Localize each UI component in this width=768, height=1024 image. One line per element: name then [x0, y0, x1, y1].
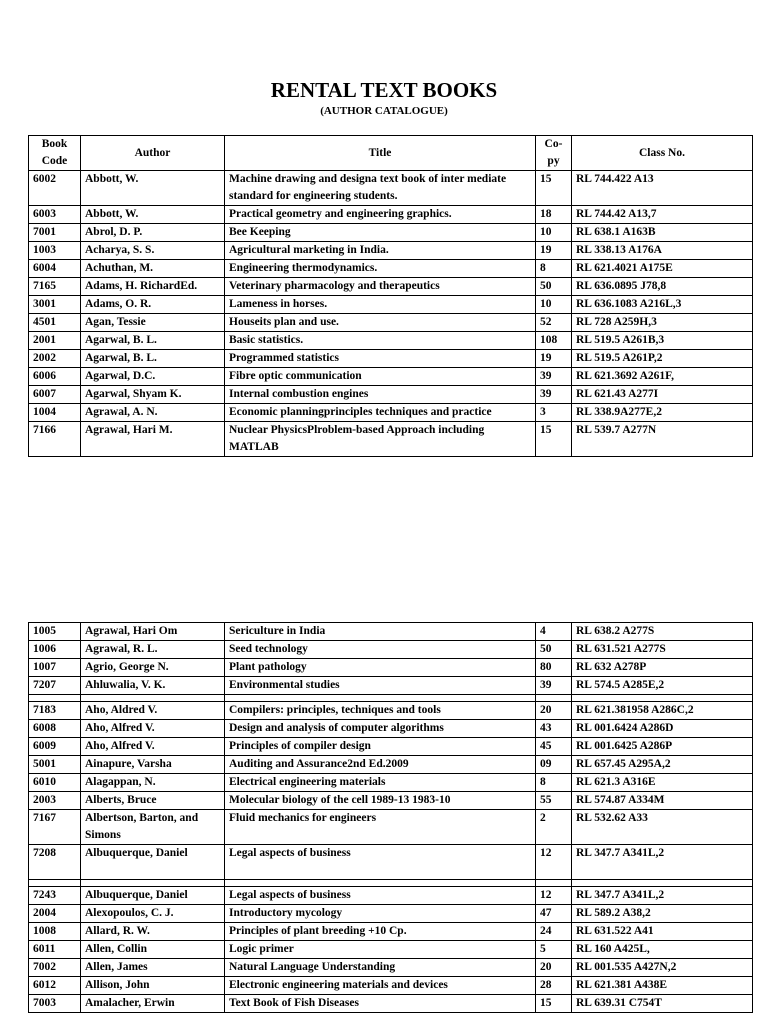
author-cell: Abrol, D. P.: [81, 224, 225, 242]
class-no-cell: RL 636.1083 A216L,3: [572, 296, 753, 314]
title-cell: Logic primer: [225, 941, 536, 959]
book-code-cell: 6002: [29, 171, 81, 206]
class-no-cell: RL 589.2 A38,2: [572, 905, 753, 923]
table-row: [29, 242, 753, 260]
table-row: [29, 810, 753, 845]
author-cell: Agarwal, D.C.: [81, 368, 225, 386]
table-row: [29, 738, 753, 756]
author-cell: Agrawal, Hari M.: [81, 422, 225, 457]
gap-cell: [225, 880, 536, 887]
book-code-cell: 1008: [29, 923, 81, 941]
copy-cell: 55: [536, 792, 572, 810]
class-no-cell: RL 632 A278P: [572, 659, 753, 677]
book-code-cell: 7166: [29, 422, 81, 457]
copy-cell: 20: [536, 702, 572, 720]
table-gap-row: [29, 695, 753, 702]
book-code-cell: 4501: [29, 314, 81, 332]
class-no-cell: RL 338.9A277E,2: [572, 404, 753, 422]
gap-cell: [572, 695, 753, 702]
table-row: [29, 350, 753, 368]
class-no-cell: RL 574.87 A334M: [572, 792, 753, 810]
copy-cell: 15: [536, 995, 572, 1013]
class-no-cell: RL 657.45 A295A,2: [572, 756, 753, 774]
table-row: [29, 702, 753, 720]
book-code-cell: 7165: [29, 278, 81, 296]
table-row: [29, 171, 753, 206]
class-no-cell: RL 621.4021 A175E: [572, 260, 753, 278]
class-no-cell: RL 001.6425 A286P: [572, 738, 753, 756]
author-cell: Aho, Alfred V.: [81, 738, 225, 756]
copy-cell: 28: [536, 977, 572, 995]
header-copy-line2: py: [547, 155, 560, 167]
book-code-cell: 6006: [29, 368, 81, 386]
gap-cell: [29, 880, 81, 887]
book-code-cell: 7208: [29, 845, 81, 880]
book-code-cell: 7003: [29, 995, 81, 1013]
copy-cell: 19: [536, 350, 572, 368]
copy-cell: 15: [536, 422, 572, 457]
author-cell: Agarwal, Shyam K.: [81, 386, 225, 404]
table-row: [29, 756, 753, 774]
copy-cell: 47: [536, 905, 572, 923]
author-cell: Agrawal, R. L.: [81, 641, 225, 659]
copy-cell: 80: [536, 659, 572, 677]
title-cell: Design and analysis of computer algorithms: [225, 720, 536, 738]
author-cell: Allard, R. W.: [81, 923, 225, 941]
header-book-code: [29, 136, 81, 171]
table-row: [29, 792, 753, 810]
book-code-cell: 2001: [29, 332, 81, 350]
class-no-cell: RL 160 A425L,: [572, 941, 753, 959]
header-copy-line1: Co-: [544, 138, 563, 150]
book-code-cell: 1003: [29, 242, 81, 260]
copy-cell: 39: [536, 368, 572, 386]
class-no-cell: RL 631.522 A41: [572, 923, 753, 941]
table-row: [29, 941, 753, 959]
table-row: [29, 386, 753, 404]
copy-cell: 39: [536, 386, 572, 404]
copy-cell: 5: [536, 941, 572, 959]
copy-cell: 24: [536, 923, 572, 941]
table-row: [29, 623, 753, 641]
table-row: [29, 905, 753, 923]
book-code-cell: 6003: [29, 206, 81, 224]
title-cell: Fluid mechanics for engineers: [225, 810, 536, 845]
book-code-cell: 7183: [29, 702, 81, 720]
class-no-cell: RL 744.42 A13,7: [572, 206, 753, 224]
header-author: Author: [81, 136, 225, 171]
book-code-cell: 7243: [29, 887, 81, 905]
author-cell: Acharya, S. S.: [81, 242, 225, 260]
class-no-cell: RL 621.43 A277I: [572, 386, 753, 404]
book-code-cell: 1007: [29, 659, 81, 677]
title-cell: Legal aspects of business: [225, 845, 536, 880]
copy-cell: 50: [536, 641, 572, 659]
book-code-cell: 2003: [29, 792, 81, 810]
book-code-cell: 7001: [29, 224, 81, 242]
author-cell: Adams, O. R.: [81, 296, 225, 314]
table-row: [29, 977, 753, 995]
title-cell: Houseits plan and use.: [225, 314, 536, 332]
header-class-no: Class No.: [572, 136, 753, 171]
table-row: [29, 641, 753, 659]
author-cell: Agrawal, A. N.: [81, 404, 225, 422]
title-cell: Economic planningprinciples techniques and practice: [225, 404, 536, 422]
author-cell: Abbott, W.: [81, 171, 225, 206]
author-cell: Albuquerque, Daniel: [81, 887, 225, 905]
author-cell: Albertson, Barton, and Simons: [81, 810, 225, 845]
title-cell: Natural Language Understanding: [225, 959, 536, 977]
book-code-cell: 7002: [29, 959, 81, 977]
book-code-cell: 5001: [29, 756, 81, 774]
class-no-cell: RL 639.31 C754T: [572, 995, 753, 1013]
title-cell: Text Book of Fish Diseases: [225, 995, 536, 1013]
table-row: [29, 206, 753, 224]
title-cell: Principles of compiler design: [225, 738, 536, 756]
table-row: [29, 677, 753, 695]
catalogue-table-2: [28, 622, 753, 1013]
class-no-cell: RL 347.7 A341L,2: [572, 887, 753, 905]
author-cell: Abbott, W.: [81, 206, 225, 224]
author-cell: Albuquerque, Daniel: [81, 845, 225, 880]
header-copy: [536, 136, 572, 171]
table-row: [29, 995, 753, 1013]
gap-cell: [81, 695, 225, 702]
copy-cell: 12: [536, 845, 572, 880]
book-code-cell: 6009: [29, 738, 81, 756]
book-code-cell: 2002: [29, 350, 81, 368]
book-code-cell: 1005: [29, 623, 81, 641]
title-cell: Machine drawing and designa text book of inter mediate standard for engineering students.: [225, 171, 536, 206]
class-no-cell: RL 539.7 A277N: [572, 422, 753, 457]
title-cell: Engineering thermodynamics.: [225, 260, 536, 278]
copy-cell: 20: [536, 959, 572, 977]
copy-cell: 108: [536, 332, 572, 350]
author-cell: Aho, Aldred V.: [81, 702, 225, 720]
title-cell: Lameness in horses.: [225, 296, 536, 314]
author-cell: Agan, Tessie: [81, 314, 225, 332]
title-cell: Agricultural marketing in India.: [225, 242, 536, 260]
copy-cell: 19: [536, 242, 572, 260]
copy-cell: 50: [536, 278, 572, 296]
title-cell: Seed technology: [225, 641, 536, 659]
book-code-cell: 6011: [29, 941, 81, 959]
author-cell: Adams, H. RichardEd.: [81, 278, 225, 296]
table-row: [29, 959, 753, 977]
book-code-cell: 7207: [29, 677, 81, 695]
class-no-cell: RL 574.5 A285E,2: [572, 677, 753, 695]
table-row: [29, 260, 753, 278]
class-no-cell: RL 744.422 A13: [572, 171, 753, 206]
class-no-cell: RL 636.0895 J78,8: [572, 278, 753, 296]
author-cell: Alberts, Bruce: [81, 792, 225, 810]
gap-cell: [536, 880, 572, 887]
copy-cell: 15: [536, 171, 572, 206]
title-cell: Principles of plant breeding +10 Cp.: [225, 923, 536, 941]
catalogue-table-1: [28, 135, 753, 457]
author-cell: Allen, Collin: [81, 941, 225, 959]
class-no-cell: RL 621.3692 A261F,: [572, 368, 753, 386]
title-cell: Auditing and Assurance2nd Ed.2009: [225, 756, 536, 774]
class-no-cell: RL 519.5 A261B,3: [572, 332, 753, 350]
author-cell: Alexopoulos, C. J.: [81, 905, 225, 923]
book-code-cell: 6012: [29, 977, 81, 995]
book-code-cell: 3001: [29, 296, 81, 314]
class-no-cell: RL 338.13 A176A: [572, 242, 753, 260]
table-row: [29, 224, 753, 242]
table-row: [29, 278, 753, 296]
title-cell: Fibre optic communication: [225, 368, 536, 386]
book-code-cell: 1006: [29, 641, 81, 659]
page-title: RENTAL TEXT BOOKS: [270, 78, 498, 102]
book-code-cell: 6010: [29, 774, 81, 792]
title-cell: Plant pathology: [225, 659, 536, 677]
table-row: [29, 720, 753, 738]
table-row: [29, 296, 753, 314]
copy-cell: 10: [536, 296, 572, 314]
gap-cell: [81, 880, 225, 887]
author-cell: Ahluwalia, V. K.: [81, 677, 225, 695]
copy-cell: 09: [536, 756, 572, 774]
title-cell: Veterinary pharmacology and therapeutics: [225, 278, 536, 296]
class-no-cell: RL 001.6424 A286D: [572, 720, 753, 738]
title-cell: Introductory mycology: [225, 905, 536, 923]
class-no-cell: RL 532.62 A33: [572, 810, 753, 845]
copy-cell: 8: [536, 774, 572, 792]
class-no-cell: RL 631.521 A277S: [572, 641, 753, 659]
table-row: [29, 422, 753, 457]
title-cell: Environmental studies: [225, 677, 536, 695]
header-title: Title: [225, 136, 536, 171]
header-book-code-line2: Code: [41, 155, 68, 167]
copy-cell: 43: [536, 720, 572, 738]
class-no-cell: RL 621.381 A438E: [572, 977, 753, 995]
title-cell: Programmed statistics: [225, 350, 536, 368]
title-cell: Basic statistics.: [225, 332, 536, 350]
class-no-cell: RL 621.381958 A286C,2: [572, 702, 753, 720]
copy-cell: 45: [536, 738, 572, 756]
class-no-cell: RL 347.7 A341L,2: [572, 845, 753, 880]
class-no-cell: RL 728 A259H,3: [572, 314, 753, 332]
page-subtitle: (AUTHOR CATALOGUE): [320, 105, 448, 117]
table-row: [29, 659, 753, 677]
class-no-cell: RL 001.535 A427N,2: [572, 959, 753, 977]
title-cell: Bee Keeping: [225, 224, 536, 242]
author-cell: Agrawal, Hari Om: [81, 623, 225, 641]
book-code-cell: 1004: [29, 404, 81, 422]
title-cell: Internal combustion engines: [225, 386, 536, 404]
copy-cell: 52: [536, 314, 572, 332]
author-cell: Allen, James: [81, 959, 225, 977]
title-cell: Electronic engineering materials and devices: [225, 977, 536, 995]
book-code-cell: 6004: [29, 260, 81, 278]
title-cell: Molecular biology of the cell 1989-13 1983-10: [225, 792, 536, 810]
copy-cell: 39: [536, 677, 572, 695]
book-code-cell: 6008: [29, 720, 81, 738]
copy-cell: 4: [536, 623, 572, 641]
table-header-row: [29, 136, 753, 171]
table-row: [29, 923, 753, 941]
author-cell: Achuthan, M.: [81, 260, 225, 278]
gap-cell: [225, 695, 536, 702]
table-gap-row: [29, 880, 753, 887]
title-cell: Sericulture in India: [225, 623, 536, 641]
author-cell: Allison, John: [81, 977, 225, 995]
title-cell: Legal aspects of business: [225, 887, 536, 905]
table-row: [29, 845, 753, 880]
author-cell: Amalacher, Erwin: [81, 995, 225, 1013]
copy-cell: 10: [536, 224, 572, 242]
class-no-cell: RL 638.2 A277S: [572, 623, 753, 641]
book-code-cell: 2004: [29, 905, 81, 923]
title-cell: Compilers: principles, techniques and tools: [225, 702, 536, 720]
table-row: [29, 887, 753, 905]
book-code-cell: 7167: [29, 810, 81, 845]
title-cell: Nuclear PhysicsPlroblem-based Approach including MATLAB: [225, 422, 536, 457]
table-row: [29, 368, 753, 386]
gap-cell: [29, 695, 81, 702]
author-cell: Agrio, George N.: [81, 659, 225, 677]
title-cell: Electrical engineering materials: [225, 774, 536, 792]
table-row: [29, 404, 753, 422]
copy-cell: 18: [536, 206, 572, 224]
author-cell: Ainapure, Varsha: [81, 756, 225, 774]
class-no-cell: RL 621.3 A316E: [572, 774, 753, 792]
author-cell: Agarwal, B. L.: [81, 332, 225, 350]
copy-cell: 8: [536, 260, 572, 278]
author-cell: Alagappan, N.: [81, 774, 225, 792]
gap-cell: [536, 695, 572, 702]
table-row: [29, 774, 753, 792]
table-row: [29, 314, 753, 332]
author-cell: Agarwal, B. L.: [81, 350, 225, 368]
author-cell: Aho, Alfred V.: [81, 720, 225, 738]
table-row: [29, 332, 753, 350]
copy-cell: 12: [536, 887, 572, 905]
class-no-cell: RL 638.1 A163B: [572, 224, 753, 242]
copy-cell: 3: [536, 404, 572, 422]
gap-cell: [572, 880, 753, 887]
copy-cell: 2: [536, 810, 572, 845]
header-book-code-line1: Book: [41, 138, 68, 150]
title-cell: Practical geometry and engineering graphics.: [225, 206, 536, 224]
book-code-cell: 6007: [29, 386, 81, 404]
class-no-cell: RL 519.5 A261P,2: [572, 350, 753, 368]
